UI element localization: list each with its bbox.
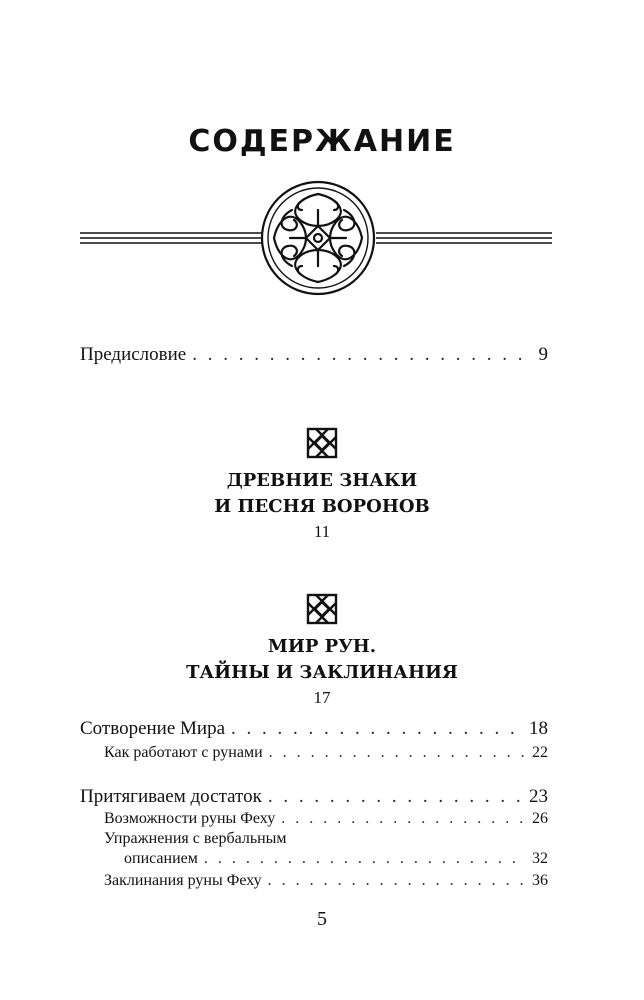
dot-leader bbox=[231, 718, 523, 740]
dot-leader bbox=[269, 744, 526, 762]
page-title: СОДЕРЖАНИЕ bbox=[188, 124, 456, 159]
toc-entry-page: 22 bbox=[532, 744, 548, 761]
toc-entry-preface[interactable] bbox=[80, 344, 548, 366]
dot-leader bbox=[268, 786, 523, 808]
toc-entry-label: Притягиваем достаток bbox=[80, 786, 262, 807]
toc-entry-page: 36 bbox=[532, 872, 548, 889]
section-title-line: МИР РУН. bbox=[267, 636, 377, 657]
section-title-line: ТАЙНЫ И ЗАКЛИНАНИЯ bbox=[186, 662, 458, 683]
page-number: 5 bbox=[317, 908, 327, 930]
toc-entry-page: 9 bbox=[538, 344, 548, 365]
dot-leader bbox=[192, 344, 526, 366]
section-page: 11 bbox=[313, 522, 331, 541]
section-page: 17 bbox=[313, 688, 331, 707]
celtic-knot-icon bbox=[305, 426, 339, 460]
toc-subentry[interactable] bbox=[124, 850, 548, 868]
toc-subentry[interactable] bbox=[104, 810, 548, 828]
toc-subentry[interactable] bbox=[104, 872, 548, 890]
toc-entry[interactable] bbox=[80, 718, 548, 740]
toc-entry-label: Возможности руны Феху bbox=[104, 810, 276, 827]
section-title-line: И ПЕСНЯ ВОРОНОВ bbox=[214, 496, 430, 517]
section-heading-1[interactable] bbox=[0, 426, 644, 544]
toc-subentry[interactable] bbox=[104, 744, 548, 762]
dot-leader bbox=[281, 810, 526, 828]
celtic-medallion-ornament bbox=[0, 180, 644, 300]
toc-entry-label: Предисловие bbox=[80, 344, 187, 365]
toc-subentry-label-line: Упражнения с вербальным bbox=[104, 830, 287, 847]
toc-entry-page: 32 bbox=[532, 850, 548, 867]
dot-leader bbox=[204, 850, 526, 868]
section-title-line: ДРЕВНИЕ ЗНАКИ bbox=[226, 470, 418, 491]
section-heading-2[interactable] bbox=[0, 592, 644, 710]
toc-entry-label: Как работают с рунами bbox=[104, 744, 263, 761]
toc-entry-label: Сотворение Мира bbox=[80, 718, 226, 739]
toc-entry-page: 18 bbox=[529, 718, 548, 739]
dot-leader bbox=[268, 872, 526, 890]
toc-entry[interactable] bbox=[80, 786, 548, 808]
celtic-knot-icon bbox=[305, 592, 339, 626]
toc-entry-label: описанием bbox=[124, 850, 198, 867]
toc-entry-page: 26 bbox=[532, 810, 548, 827]
toc-entry-page: 23 bbox=[529, 786, 548, 807]
toc-entry-label: Заклинания руны Феху bbox=[104, 872, 262, 889]
